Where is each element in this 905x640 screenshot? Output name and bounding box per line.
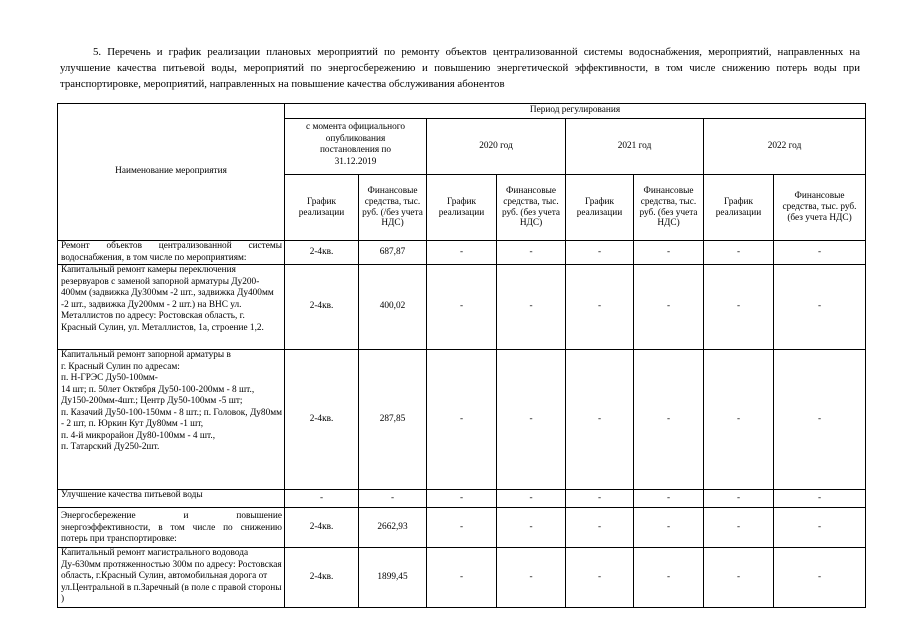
schedule-value: - [704,548,774,608]
measure-name: Капитальный ремонт камеры переключения резервуаров с заменой запорной арматуры Ду200-400мм (задвижка Ду300мм -2 шт., задвижка Ду400мм -2 шт., задвижка Ду200мм - 2 шт.) на ВНС ул. Металлистов по адресу: Ростовская область, г. Красный Сулин, ул. Металлистов, 1а, строение 1,2. [58,265,285,350]
schedule-value: - [427,490,497,508]
measure-name: Энергосбережение и повышение энергоэффективности, в том числе по снижению потерь при транспортировке: [58,508,285,548]
table-row [58,241,866,265]
sub-header-schedule: График реализации [427,175,497,241]
measure-name [58,350,285,490]
finance-value: - [774,350,866,490]
col-header-period: Период регулирования [285,104,866,119]
sub-header-finance: Финансовые средства, тыс. руб. (без учета НДС) [774,175,866,241]
measure-name: Ремонт объектов централизованной системы водоснабжения, в том числе по мероприятиям: [58,241,285,265]
section-intro-text: 5. Перечень и график реализации плановых мероприятий по ремонту объектов централизованной системы водоснабжения, мероприятий, направленных на улучшение качества питьевой воды, мероприятий по энергосбережению и повышению энергетической эффективности, в том числе снижению потерь воды при транспортировке, мероприятий, направленных на повышение качества обслуживания абонентов [60,46,860,90]
finance-value: - [497,265,566,350]
measure-name-line: п. Н-ГРЭС Ду50-100мм- [61,373,158,383]
measure-name-line: г. Красный Сулин по адресам: [61,361,180,372]
table-row [58,548,866,608]
schedule-value: 2-4кв. [285,548,359,608]
schedule-value: - [427,548,497,608]
schedule-value: - [704,508,774,548]
measure-name-line: Капитальный ремонт запорной арматуры в [61,350,231,360]
finance-value: - [634,265,704,350]
sub-header-finance: Финансовые средства, тыс. руб. (без учета НДС) [497,175,566,241]
measure-name-line: п. 4-й микрорайон Ду80-100мм - 4 шт., [61,430,216,441]
measures-table [57,103,866,608]
period-header-2022: 2022 год [704,119,866,175]
sub-header-finance: Финансовые средства, тыс. руб. (/без учета НДС) [359,175,427,241]
schedule-value: 2-4кв. [285,508,359,548]
finance-value: 687,87 [359,241,427,265]
col-header-name: Наименование мероприятия [58,104,285,241]
schedule-value: - [704,241,774,265]
schedule-value: - [427,241,497,265]
table-row [58,350,866,490]
schedule-value: - [566,508,634,548]
finance-value: - [359,490,427,508]
finance-value: 2662,93 [359,508,427,548]
finance-value: - [497,350,566,490]
finance-value: - [774,490,866,508]
measure-name-line: п. Татарский Ду250-2шт. [61,442,160,452]
sub-header-schedule: График реализации [704,175,774,241]
finance-value: - [774,265,866,350]
schedule-value: - [566,548,634,608]
schedule-value: - [427,350,497,490]
finance-value: - [497,548,566,608]
finance-value: - [497,508,566,548]
finance-value: 1899,45 [359,548,427,608]
schedule-value: - [566,490,634,508]
period-header-2021: 2021 год [566,119,704,175]
finance-value: - [497,241,566,265]
table-row [58,508,866,548]
finance-value: - [774,508,866,548]
schedule-value: - [704,350,774,490]
finance-value: - [497,490,566,508]
schedule-value: 2-4кв. [285,241,359,265]
finance-value: - [634,508,704,548]
section-heading [60,44,860,92]
schedule-value: - [427,508,497,548]
schedule-value: - [704,490,774,508]
finance-value: - [774,241,866,265]
schedule-value: 2-4кв. [285,265,359,350]
schedule-value: 2-4кв. [285,350,359,490]
sub-header-schedule: График реализации [566,175,634,241]
finance-value: - [774,548,866,608]
header-row-period [58,104,866,119]
table-row [58,265,866,350]
measure-name-line: 14 шт; п. 50лет Октября Ду50-100-200мм - 8 шт., Ду150-200мм-4шт.; Центр Ду50-100мм -5 шт; [61,384,255,406]
period-header-2020: 2020 год [427,119,566,175]
measure-name-line: п. Казачий Ду50-100-150мм - 8 шт.; п. Головок, Ду80мм - 2 шт, п. Юркин Кут Ду80мм -1 шт, [61,407,282,429]
schedule-value: - [566,265,634,350]
finance-value: - [634,548,704,608]
finance-value: - [634,490,704,508]
sub-header-finance: Финансовые средства, тыс. руб. (без учета НДС) [634,175,704,241]
finance-value: 400,02 [359,265,427,350]
finance-value: - [634,241,704,265]
finance-value: 287,85 [359,350,427,490]
period-header-2019: с момента официального опубликования постановления по 31.12.2019 [285,119,427,175]
finance-value: - [634,350,704,490]
schedule-value: - [427,265,497,350]
schedule-value: - [285,490,359,508]
table-row [58,490,866,508]
measure-name: Улучшение качества питьевой воды [58,490,285,508]
measure-name: Капитальный ремонт магистрального водовода Ду-630мм протяженностью 300м по адресу: Ростовская область, г.Красный Сулин, автомобильная дорога от ул.Центральной в п.Заречный (в поле с правой стороны ) [58,548,285,608]
schedule-value: - [704,265,774,350]
schedule-value: - [566,350,634,490]
sub-header-schedule: График реализации [285,175,359,241]
schedule-value: - [566,241,634,265]
